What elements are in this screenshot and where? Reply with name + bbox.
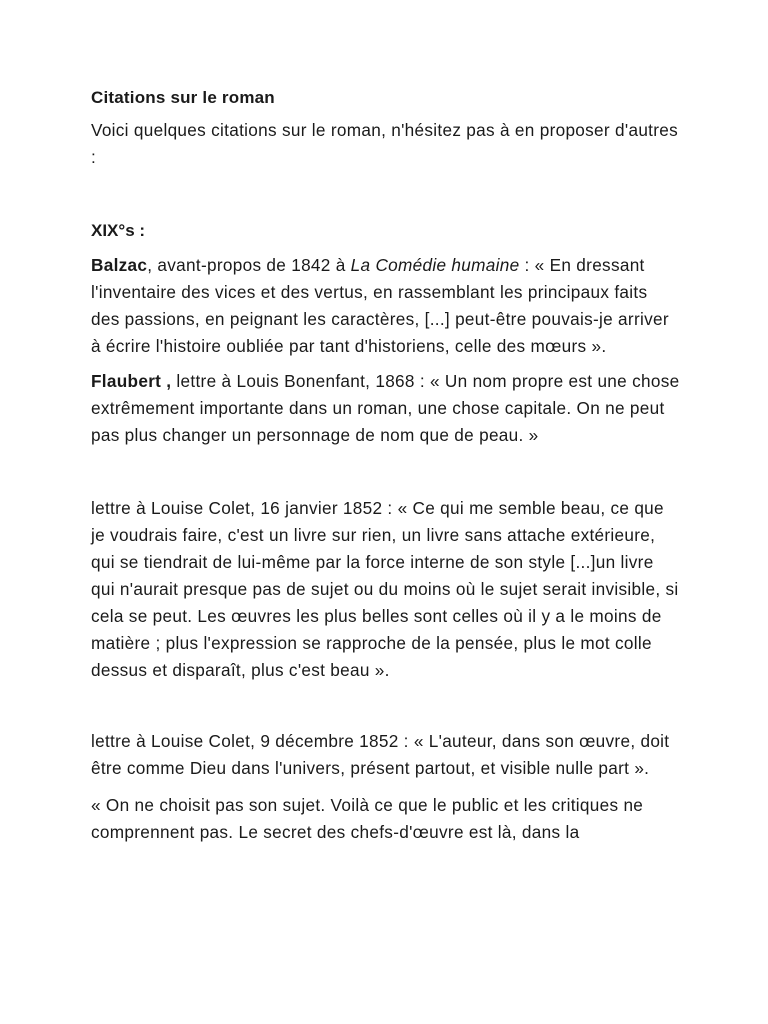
flaubert-quote-4: « On ne choisit pas son sujet. Voilà ce que le public et les critiques ne comprennent pas. Le secret des chefs-d'œuvre est là, dans la <box>91 795 644 842</box>
flaubert-quote-1 <box>91 368 681 449</box>
author-name: Flaubert , <box>91 371 172 391</box>
intro-paragraph: Voici quelques citations sur le roman, n'hésitez pas à en proposer d'autres : <box>91 120 679 167</box>
balzac-quote <box>91 252 681 360</box>
section-heading: XIX°s : <box>91 221 146 240</box>
flaubert-quote-2: lettre à Louise Colet, 16 janvier 1852 : « Ce qui me semble beau, ce que je voudrais faire, c'est un livre sur rien, un livre sans attache extérieure, qui se tiendrait de lui-même par la force interne de son style [...]un livre qui n'aurait presque pas de sujet ou du moins où le sujet serait invisible, si cela se peut. Les œuvres les plus belles sont celles où il y a le moins de matière ; plus l'expression se rapproche de la pensée, plus le mot colle dessus et disparaît, plus c'est beau ». <box>91 498 679 680</box>
author-name: Balzac <box>91 255 148 275</box>
page-title: Citations sur le roman <box>91 88 275 107</box>
quote-text: : « En dressant l'inventaire des vices et des vertus, en rassemblant les principaux faits des passions, en peignant les caractères, [...] peut-être pouvais-je arriver à écrire l'histoire oubliée par tant d'historiens, celle des mœurs ». <box>91 255 669 356</box>
work-title: La Comédie humaine <box>350 255 520 275</box>
flaubert-quote-3: lettre à Louise Colet, 9 décembre 1852 : « L'auteur, dans son œuvre, doit être comme Dieu dans l'univers, présent partout, et visible nulle part ». <box>91 731 670 778</box>
document-page <box>91 84 681 846</box>
quote-text: lettre à Louis Bonenfant, 1868 : « Un nom propre est une chose extrêmement importante dans un roman, une chose capitale. On ne peut pas plus changer un personnage de nom que de peau. » <box>91 371 680 445</box>
quote-source: , avant-propos de 1842 à <box>147 255 351 275</box>
